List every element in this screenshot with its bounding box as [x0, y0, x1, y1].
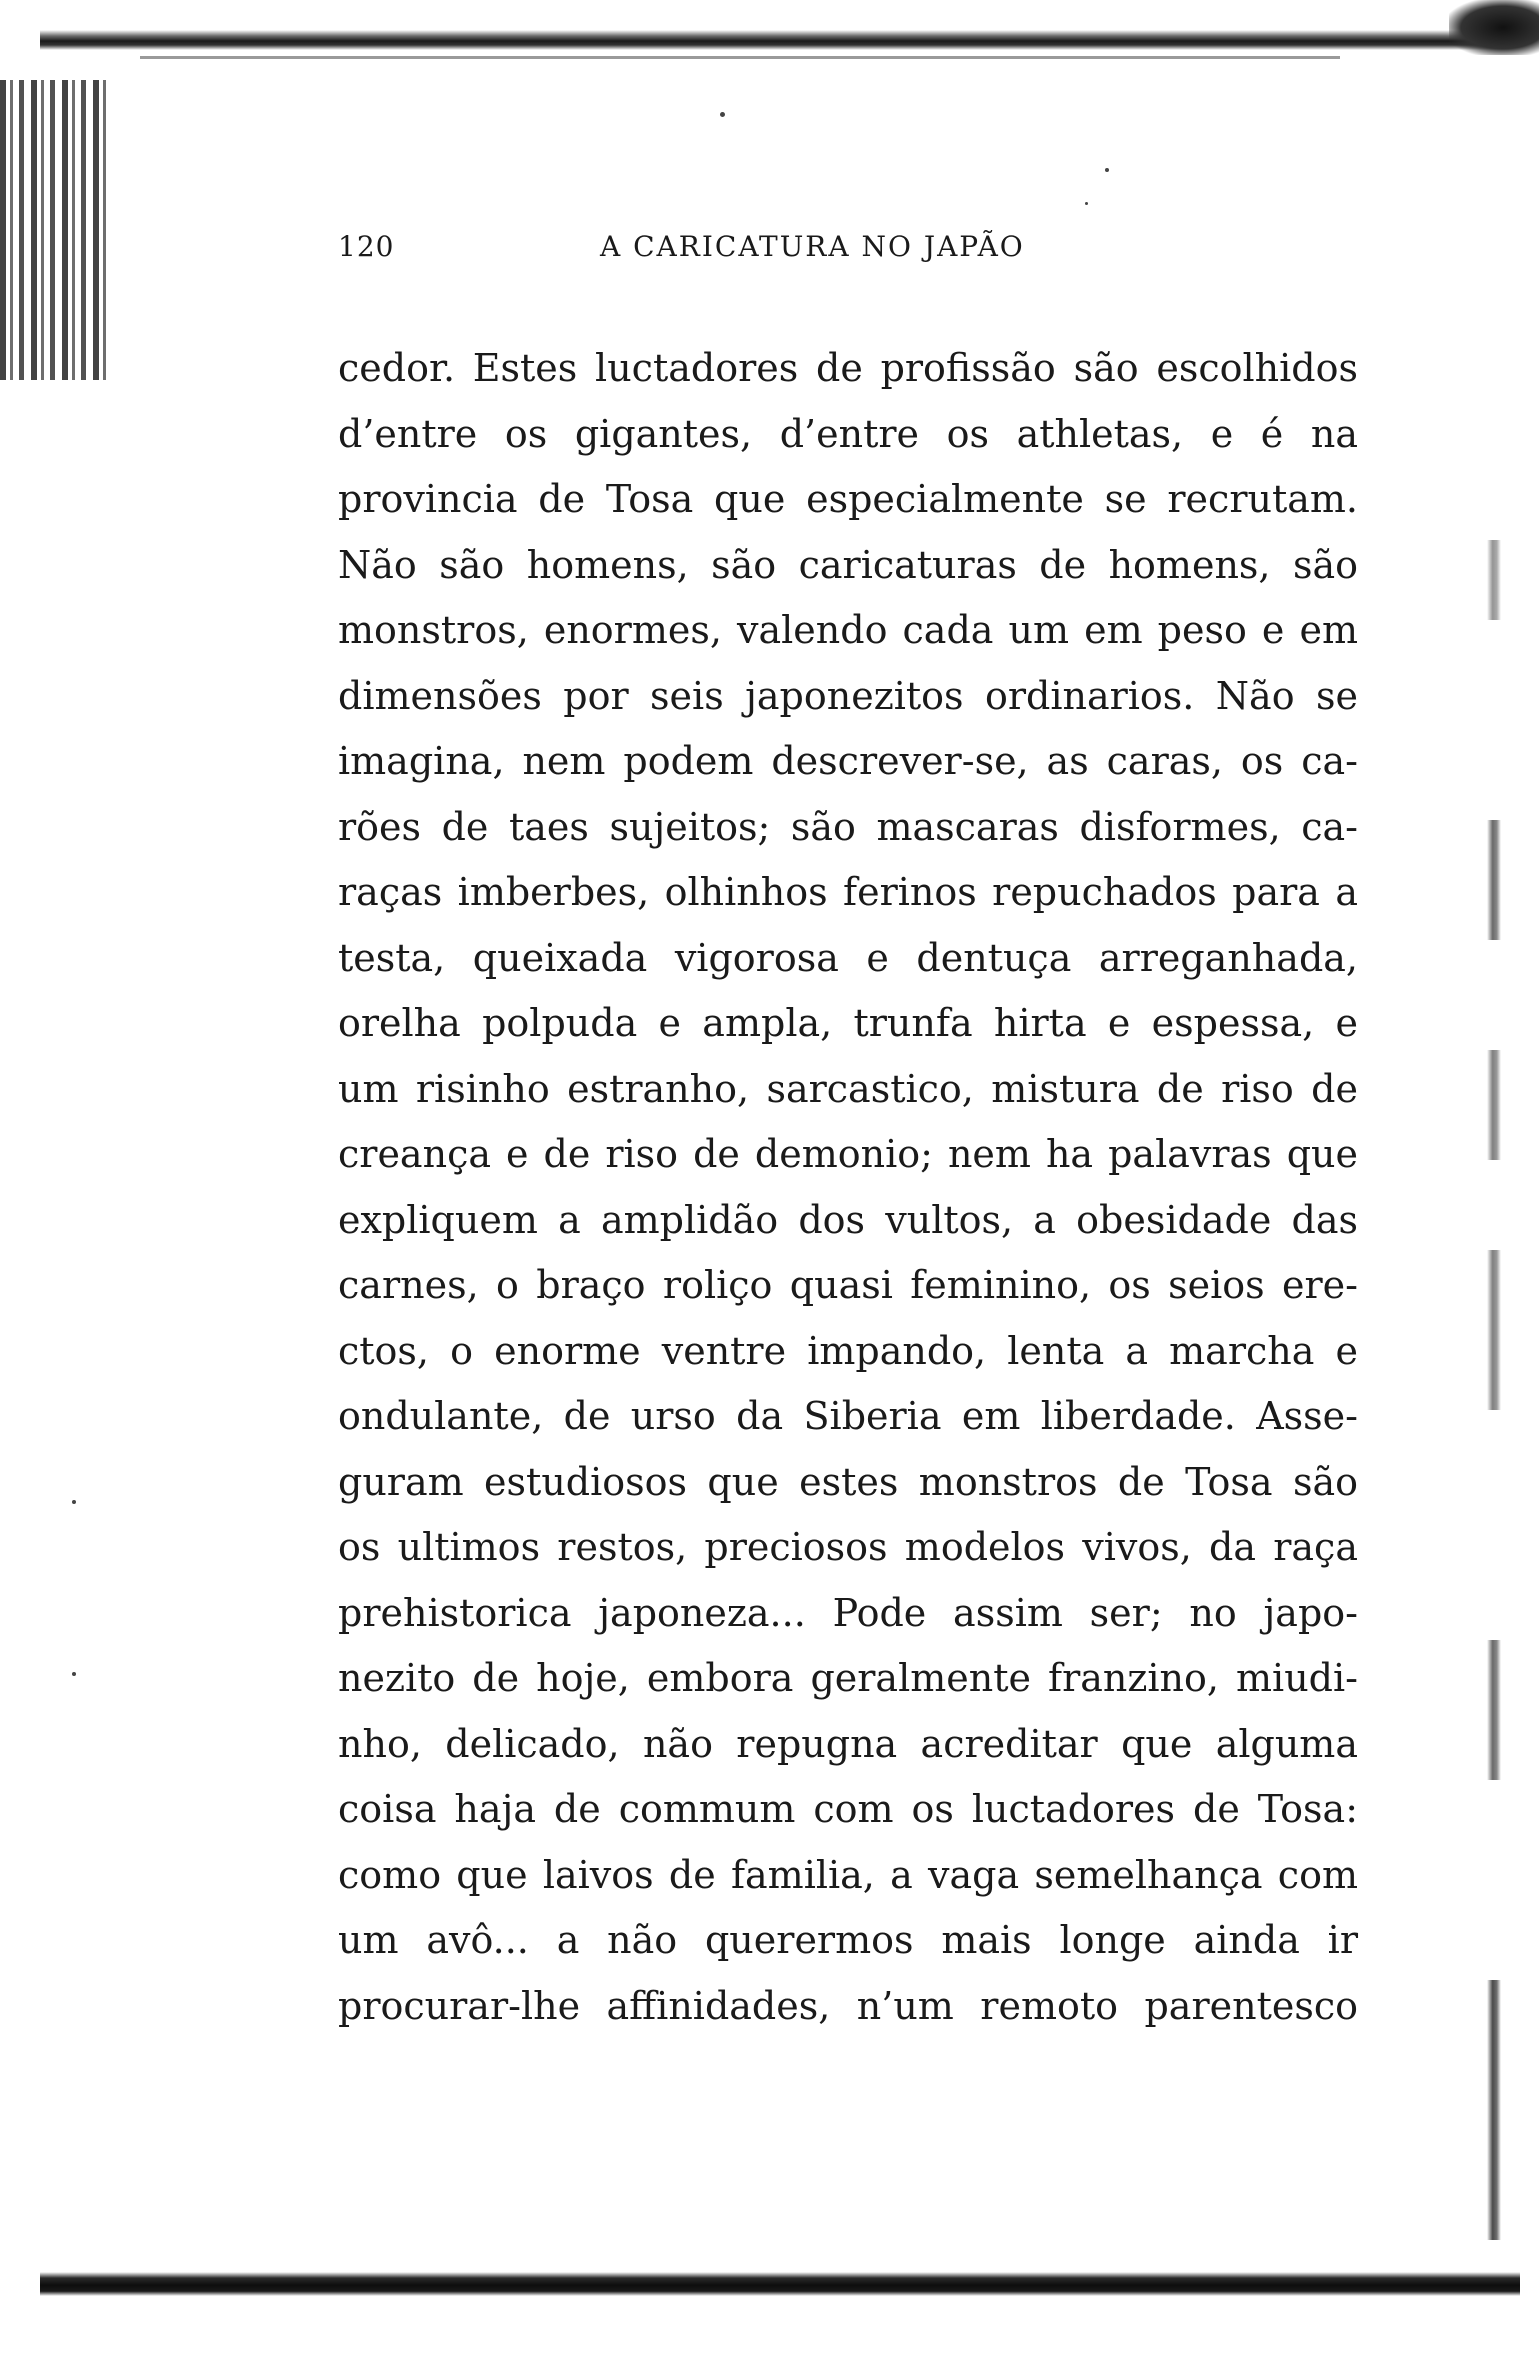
text-line: nho, delicado, não repugna acreditar que alguma	[338, 1721, 1358, 1766]
text-line: monstros, enormes, valendo cada um em peso e em	[338, 608, 1358, 652]
text-line: coisa haja de commum com os luctadores de Tosa:	[338, 1787, 1358, 1831]
text-line: testa, queixada vigorosa e dentuça arreganhada,	[338, 935, 1358, 980]
text-line: cedor. Estes luctadores de profissão são escolhidos	[338, 346, 1358, 390]
top-scan-line	[140, 56, 1340, 59]
scan-speck	[72, 1672, 76, 1676]
text-line: prehistorica japoneza... Pode assim ser; no japo-	[338, 1590, 1358, 1635]
right-page-edge	[1487, 820, 1501, 940]
right-page-edge	[1487, 1640, 1501, 1780]
running-title: A CARICATURA NO JAPÃO	[600, 230, 1025, 263]
text-line: raças imberbes, olhinhos ferinos repuchados para a	[338, 870, 1358, 914]
right-page-edge	[1487, 1050, 1501, 1160]
text-line: nezito de hoje, embora geralmente franzino, miudi-	[338, 1656, 1358, 1700]
right-page-edge	[1487, 1250, 1501, 1410]
text-line: orelha polpuda e ampla, trunfa hirta e espessa, e	[338, 1001, 1358, 1045]
page-number: 120	[338, 230, 395, 263]
text-line: um avô... a não querermos mais longe ainda ir	[338, 1918, 1358, 1962]
text-line: creança e de riso de demonio; nem ha palavras que	[338, 1132, 1358, 1176]
top-scan-edge	[40, 30, 1510, 50]
text-line: rões de taes sujeitos; são mascaras disformes, ca-	[338, 804, 1358, 849]
right-page-edge	[1487, 540, 1501, 620]
text-line: dimensões por seis japonezitos ordinarios. Não se	[338, 673, 1358, 718]
top-right-scan-shadow	[1449, 0, 1539, 55]
text-line: ctos, o enorme ventre impando, lenta a marcha e	[338, 1328, 1358, 1373]
text-line: carnes, o braço roliço quasi feminino, os seios ere-	[338, 1263, 1358, 1307]
text-line: provincia de Tosa que especialmente se recrutam.	[338, 477, 1358, 521]
right-page-edge	[1487, 1980, 1501, 2240]
text-line: procurar-lhe affinidades, n’um remoto parentesco	[338, 1983, 1358, 2028]
text-line: guram estudiosos que estes monstros de Tosa são	[338, 1459, 1358, 1504]
text-line: imagina, nem podem descrever-se, as caras, os ca-	[338, 739, 1358, 783]
scan-speck	[1105, 168, 1109, 172]
text-line: como que laivos de familia, a vaga semelhança com	[338, 1852, 1358, 1897]
text-line: os ultimos restos, preciosos modelos vivos, da raça	[338, 1525, 1358, 1569]
left-binding-edge	[0, 80, 110, 380]
text-line: d’entre os gigantes, d’entre os athletas, e é na	[338, 411, 1358, 456]
text-line: expliquem a amplidão dos vultos, a obesidade das	[338, 1197, 1358, 1242]
text-line: um risinho estranho, sarcastico, mistura de riso de	[338, 1066, 1358, 1111]
scan-speck	[1085, 202, 1088, 205]
running-head	[338, 230, 1358, 270]
bottom-scan-edge	[40, 2272, 1520, 2296]
body-text	[338, 336, 1358, 2039]
scan-speck	[720, 112, 725, 117]
scan-speck	[72, 1500, 76, 1504]
text-line: Não são homens, são caricaturas de homens, são	[338, 542, 1358, 587]
text-line: ondulante, de urso da Siberia em liberdade. Asse-	[338, 1394, 1358, 1438]
